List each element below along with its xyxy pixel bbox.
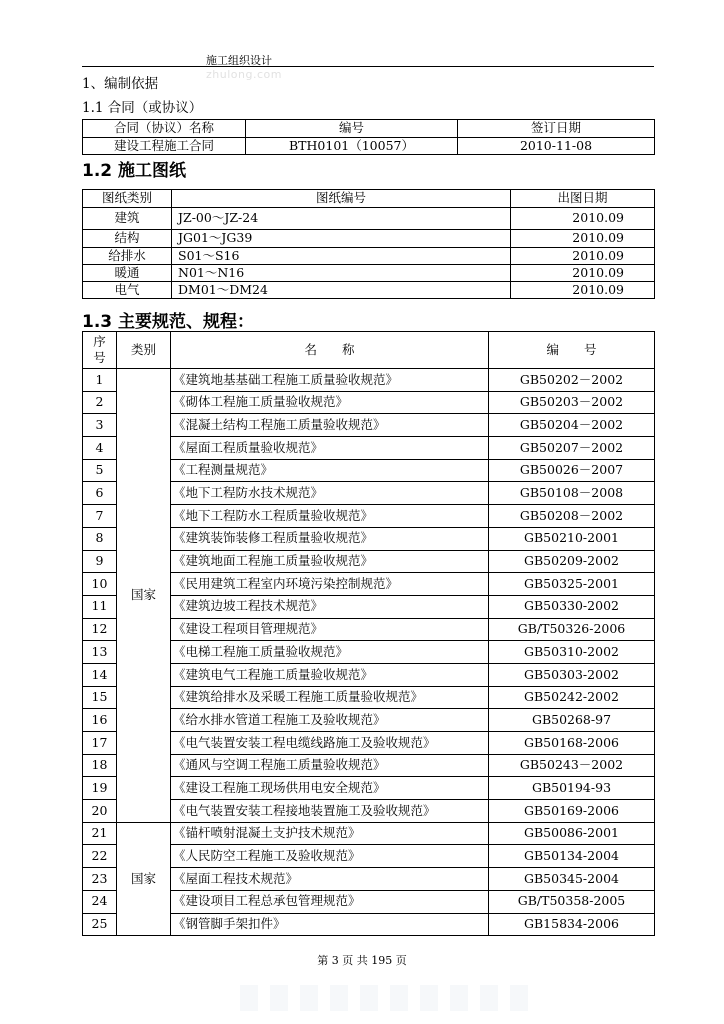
contract-number-cell: BTH0101（10057） <box>246 138 458 155</box>
code-name-cell: 《砌体工程施工质量验收规范》 <box>171 391 489 414</box>
contract-header-date: 签订日期 <box>458 120 655 138</box>
code-index-cell: 13 <box>83 641 117 664</box>
drawing-date-cell: 2010.09 <box>511 265 655 282</box>
code-name-cell: 《电梯工程施工质量验收规范》 <box>171 641 489 664</box>
drawing-number-cell: JZ-00～JZ-24 <box>172 208 511 230</box>
code-name-cell: 《建设工程项目管理规范》 <box>171 618 489 641</box>
code-index-cell: 21 <box>83 822 117 845</box>
drawing-category-cell: 给排水 <box>83 248 172 265</box>
header-divider <box>82 66 654 67</box>
code-name-cell: 《建设工程施工现场供用电安全规范》 <box>171 777 489 800</box>
code-index-cell: 9 <box>83 550 117 573</box>
bottom-watermark-band <box>240 985 530 1011</box>
contract-header-name: 合同（协议）名称 <box>83 120 246 138</box>
drawing-category-cell: 建筑 <box>83 208 172 230</box>
code-index-cell: 5 <box>83 459 117 482</box>
code-category-cell: 国家 <box>117 822 171 935</box>
drawings-row <box>83 248 655 265</box>
code-number-cell: GB/T50326-2006 <box>489 618 655 641</box>
code-number-cell: GB/T50358-2005 <box>489 890 655 913</box>
drawings-header-date: 出图日期 <box>511 190 655 208</box>
drawing-date-cell: 2010.09 <box>511 208 655 230</box>
code-index-cell: 4 <box>83 437 117 460</box>
codes-header-name: 名 称 <box>171 332 489 369</box>
drawing-category-cell: 暖通 <box>83 265 172 282</box>
code-name-cell: 《工程测量规范》 <box>171 459 489 482</box>
code-index-cell: 22 <box>83 845 117 868</box>
drawings-header-category: 图纸类别 <box>83 190 172 208</box>
code-number-cell: GB50194-93 <box>489 777 655 800</box>
drawing-date-cell: 2010.09 <box>511 230 655 248</box>
code-name-cell: 《地下工程防水工程质量验收规范》 <box>171 505 489 528</box>
code-name-cell: 《屋面工程质量验收规范》 <box>171 437 489 460</box>
code-number-cell: GB50243－2002 <box>489 754 655 777</box>
code-name-cell: 《电气装置安装工程接地装置施工及验收规范》 <box>171 800 489 823</box>
code-number-cell: GB50202－2002 <box>489 369 655 392</box>
code-name-cell: 《民用建筑工程室内环境污染控制规范》 <box>171 573 489 596</box>
code-number-cell: GB50330-2002 <box>489 595 655 618</box>
code-name-cell: 《建设项目工程总承包管理规范》 <box>171 890 489 913</box>
drawing-date-cell: 2010.09 <box>511 282 655 299</box>
code-number-cell: GB50134-2004 <box>489 845 655 868</box>
codes-header-number: 编 号 <box>489 332 655 369</box>
code-index-cell: 10 <box>83 573 117 596</box>
subsection-contract-title: 1.1 合同（或协议） <box>82 100 203 116</box>
code-index-cell: 2 <box>83 391 117 414</box>
code-number-cell: GB50242-2002 <box>489 686 655 709</box>
code-index-cell: 16 <box>83 709 117 732</box>
code-index-cell: 18 <box>83 754 117 777</box>
drawing-category-cell: 结构 <box>83 230 172 248</box>
code-number-cell: GB50203－2002 <box>489 391 655 414</box>
codes-table <box>82 331 655 936</box>
code-index-cell: 6 <box>83 482 117 505</box>
site-watermark: zhulong.com <box>206 68 282 81</box>
code-index-cell: 23 <box>83 868 117 891</box>
code-name-cell: 《钢管脚手架扣件》 <box>171 913 489 936</box>
code-index-cell: 8 <box>83 527 117 550</box>
drawings-header-row <box>83 190 655 208</box>
code-number-cell: GB50204－2002 <box>489 414 655 437</box>
drawings-header-number: 图纸编号 <box>172 190 511 208</box>
drawings-row <box>83 208 655 230</box>
code-index-cell: 20 <box>83 800 117 823</box>
drawing-category-cell: 电气 <box>83 282 172 299</box>
page-footer: 第 3 页 共 195 页 <box>317 954 407 967</box>
section-title: 1、编制依据 <box>82 76 159 92</box>
codes-header-index: 序号 <box>83 332 117 369</box>
code-number-cell: GB50303-2002 <box>489 663 655 686</box>
code-index-cell: 25 <box>83 913 117 936</box>
code-name-cell: 《通风与空调工程施工质量验收规范》 <box>171 754 489 777</box>
code-index-cell: 19 <box>83 777 117 800</box>
code-number-cell: GB50210-2001 <box>489 527 655 550</box>
code-name-cell: 《建筑地基基础工程施工质量验收规范》 <box>171 369 489 392</box>
document-header-title: 施工组织设计 <box>206 54 272 67</box>
code-number-cell: GB50168-2006 <box>489 732 655 755</box>
code-number-cell: GB50268-97 <box>489 709 655 732</box>
code-number-cell: GB50345-2004 <box>489 868 655 891</box>
code-name-cell: 《屋面工程技术规范》 <box>171 868 489 891</box>
code-number-cell: GB50310-2002 <box>489 641 655 664</box>
code-name-cell: 《建筑边坡工程技术规范》 <box>171 595 489 618</box>
codes-row <box>83 369 655 392</box>
drawings-row <box>83 230 655 248</box>
code-number-cell: GB15834-2006 <box>489 913 655 936</box>
code-number-cell: GB50026－2007 <box>489 459 655 482</box>
drawings-row <box>83 282 655 299</box>
code-number-cell: GB50208－2002 <box>489 505 655 528</box>
code-number-cell: GB50169-2006 <box>489 800 655 823</box>
code-name-cell: 《给水排水管道工程施工及验收规范》 <box>171 709 489 732</box>
code-number-cell: GB50086-2001 <box>489 822 655 845</box>
code-index-cell: 15 <box>83 686 117 709</box>
drawing-number-cell: JG01～JG39 <box>172 230 511 248</box>
codes-row <box>83 822 655 845</box>
contract-name-cell: 建设工程施工合同 <box>83 138 246 155</box>
code-name-cell: 《地下工程防水技术规范》 <box>171 482 489 505</box>
code-index-cell: 3 <box>83 414 117 437</box>
code-index-cell: 12 <box>83 618 117 641</box>
code-name-cell: 《锚杆喷射混凝土支护技术规范》 <box>171 822 489 845</box>
code-name-cell: 《建筑地面工程施工质量验收规范》 <box>171 550 489 573</box>
codes-section-title: 1.3 主要规范、规程： <box>82 312 255 332</box>
drawings-row <box>83 265 655 282</box>
drawing-number-cell: S01～S16 <box>172 248 511 265</box>
contract-table <box>82 119 655 155</box>
code-index-cell: 7 <box>83 505 117 528</box>
code-index-cell: 24 <box>83 890 117 913</box>
code-name-cell: 《建筑给排水及采暖工程施工质量验收规范》 <box>171 686 489 709</box>
drawing-number-cell: DM01～DM24 <box>172 282 511 299</box>
drawing-date-cell: 2010.09 <box>511 248 655 265</box>
drawing-number-cell: N01～N16 <box>172 265 511 282</box>
codes-header-row <box>83 332 655 369</box>
code-number-cell: GB50325-2001 <box>489 573 655 596</box>
code-name-cell: 《人民防空工程施工及验收规范》 <box>171 845 489 868</box>
code-index-cell: 17 <box>83 732 117 755</box>
code-name-cell: 《建筑电气工程施工质量验收规范》 <box>171 663 489 686</box>
codes-header-category: 类别 <box>117 332 171 369</box>
drawings-section-title: 1.2 施工图纸 <box>82 161 187 181</box>
code-name-cell: 《建筑装饰装修工程质量验收规范》 <box>171 527 489 550</box>
code-number-cell: GB50108－2008 <box>489 482 655 505</box>
drawings-table <box>82 189 655 299</box>
code-index-cell: 11 <box>83 595 117 618</box>
contract-date-cell: 2010-11-08 <box>458 138 655 155</box>
contract-header-row <box>83 120 655 138</box>
code-name-cell: 《混凝土结构工程施工质量验收规范》 <box>171 414 489 437</box>
contract-header-number: 编号 <box>246 120 458 138</box>
code-category-cell: 国家 <box>117 369 171 823</box>
code-name-cell: 《电气装置安装工程电缆线路施工及验收规范》 <box>171 732 489 755</box>
code-number-cell: GB50209-2002 <box>489 550 655 573</box>
code-index-cell: 1 <box>83 369 117 392</box>
contract-row <box>83 138 655 155</box>
code-number-cell: GB50207－2002 <box>489 437 655 460</box>
code-index-cell: 14 <box>83 663 117 686</box>
